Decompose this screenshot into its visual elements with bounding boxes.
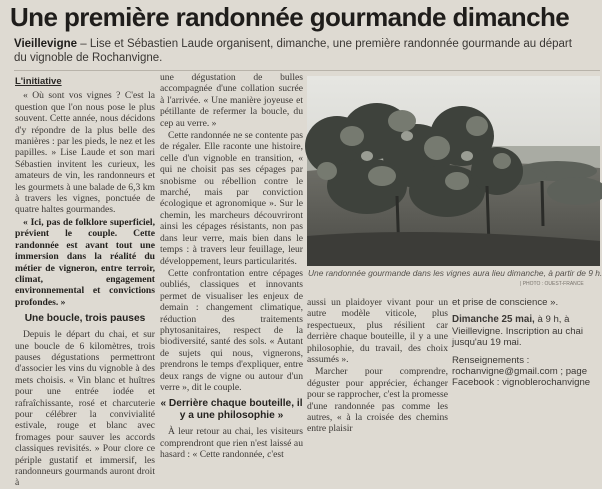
photo-caption: Une randonnée gourmande dans les vignes aura lieu dimanche, à partir de 9 h. bbox=[308, 268, 602, 278]
article-headline: Une première randonnée gourmande dimanche bbox=[10, 2, 570, 32]
column-2 bbox=[160, 72, 303, 461]
article-dek bbox=[14, 37, 574, 65]
event-date: Dimanche 25 mai, bbox=[452, 314, 535, 326]
column-1 bbox=[15, 72, 155, 489]
paragraph: Marcher pour comprendre, déguster pour apprécier, échanger pour se rapprocher, c'est la promesse d'une randonnée pas comme les autres, « à la croisée des chemins entre plaisir bbox=[307, 366, 448, 435]
paragraph: une dégustation de bulles accompagnée d'une collation sucrée à l'arrivée. « Une manière joyeuse et pétillante de refermer la boucle, du cep au verre. » bbox=[160, 72, 303, 129]
vineyard-photo bbox=[307, 76, 600, 266]
paragraph: Depuis le départ du chai, et sur une boucle de 6 kilomètres, trois pauses dégustations permettront d'associer les vins du vignoble à des mets choisis. « Vin blanc et huîtres pour une entrée iodée et rafraîchissante, rosé et charcuterie pour célébrer la convivialité estivale, rouge et blanc avec fromages pour sauver les accords classiques revisités. » Pour clore ce périple gustatif et immersif, les randonneurs gourmands auront droit à bbox=[15, 329, 155, 489]
dek-text: – Lise et Sébastien Laude organisent, dimanche, une première randonnée gourmande au départ du vignoble de Rochanvigne. bbox=[14, 38, 572, 64]
paragraph: À leur retour au chai, les visiteurs comprendront que rien n'est laissé au hasard : « Cette randonnée, c'est bbox=[160, 426, 303, 461]
event-details: à 9 h, à Vieillevigne. Inscription au chai jusqu'au 19 mai. bbox=[452, 314, 584, 349]
subheading: « Derrière chaque bouteille, il y a une philosophie » bbox=[160, 398, 303, 422]
column-4 bbox=[452, 297, 597, 400]
paragraph: Cette randonnée ne se contente pas de régaler. Elle raconte une histoire, celle d'un vignoble en transition, « qui ne choisit pas ses cépages par snobisme ou rébellion contre le marché, mais par conviction écologique et agronomique ». Sur le chemin, les marcheurs découvriront ainsi les cépages résistants, non pas dans leur verre, mais bien dans le temps : à travers leur feuillage, leur développement, leurs particularités. bbox=[160, 130, 303, 267]
dek-place: Vieillevigne bbox=[14, 38, 78, 50]
photo-credit: | PHOTO : OUEST-FRANCE bbox=[520, 281, 584, 287]
event-info bbox=[452, 314, 597, 348]
article-kicker: L'initiative bbox=[15, 76, 62, 87]
subheading: Une boucle, trois pauses bbox=[24, 313, 146, 325]
vineyard-image bbox=[307, 76, 600, 266]
column-3 bbox=[307, 297, 448, 435]
paragraph: aussi un plaidoyer vivant pour un autre modèle viticole, plus respectueux, plus résilient car derrière chaque bouteille, il y a une philosophie, du travail, des choix assumés ». bbox=[307, 297, 448, 366]
header-divider bbox=[14, 70, 600, 71]
paragraph: « Où sont vos vignes ? C'est la question que l'on nous pose le plus souvent. Cette année, nous décidons d'y répondre de la plus belle des manières : par les pieds, le nez et les papilles. » Lise Laude et son mari Sébastien invitent les curieux, les amateurs de vin, les randonneurs et les gourmets à une balade de 6,3 km à travers les vignes, ponctuée de quatre haltes gourmandes. bbox=[15, 90, 155, 216]
paragraph: « Ici, pas de folklore superficiel, prévient le couple. Cette randonnée est avant tout une immersion dans la réalité du métier de vigneron, entre terroir, climat, engagement environnemental et convictions profondes. » bbox=[15, 216, 155, 308]
paragraph: Cette confrontation entre cépages oubliés, classiques et innovants permet de visualiser les enjeux de demain : changement climatique, réduction des traitements phytosanitaires, respect de la biodiversité, santé des sols. « Autant de sujets qui nous, vignerons, prendrons le temps d'expliquer, entre deux rangs de vigne ou autour d'un verre », dit le couple. bbox=[160, 267, 303, 393]
paragraph: et prise de conscience ». bbox=[452, 297, 559, 308]
contact-info: Renseignements : rochanvigne@gmail.com ; page Facebook : vignoblerochanvigne bbox=[452, 354, 591, 389]
